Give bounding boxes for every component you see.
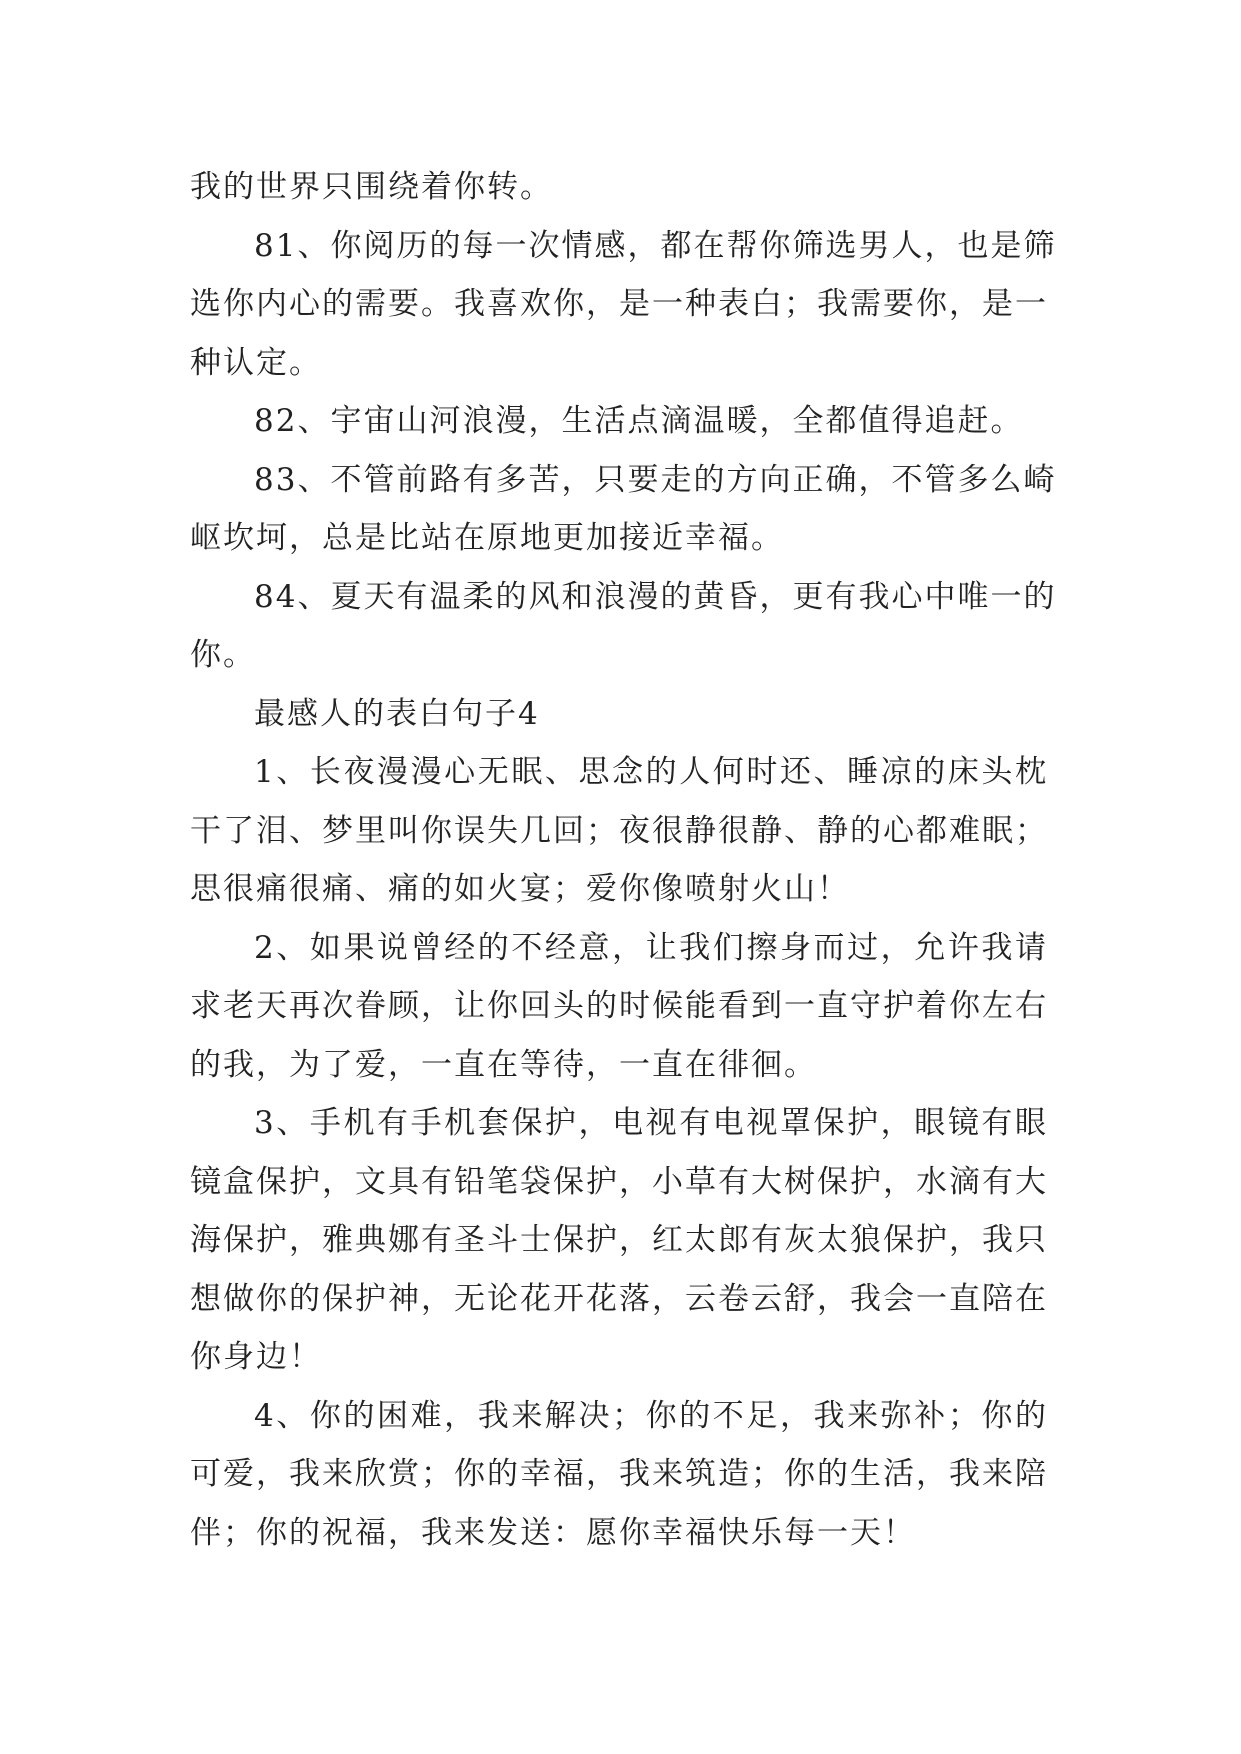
text-line: 你身边！ xyxy=(190,1339,322,1375)
text-line: 思很痛很痛、痛的如火宴；爱你像喷射火山！ xyxy=(190,871,850,907)
text-line: 我的世界只围绕着你转。 xyxy=(190,169,553,205)
text-line: 求老天再次眷顾，让你回头的时候能看到一直守护着你左右 xyxy=(190,988,1048,1024)
section-heading: 最感人的表白句子4 xyxy=(254,695,540,732)
text-line: 的我，为了爱，一直在等待，一直在徘徊。 xyxy=(190,1046,817,1083)
text-line: 伴；你的祝福，我来发送：愿你幸福快乐每一天！ xyxy=(190,1514,916,1551)
text-line: 你。 xyxy=(190,637,256,673)
text-line: 种认定。 xyxy=(190,344,322,381)
text-line: 4、你的困难，我来解决；你的不足，我来弥补；你的 xyxy=(254,1397,1048,1434)
text-line: 84、夏天有温柔的风和浪漫的黄昏，更有我心中唯一的 xyxy=(254,578,1057,615)
text-line: 83、不管前路有多苦，只要走的方向正确，不管多么崎 xyxy=(254,461,1057,498)
text-line: 可爱，我来欣赏；你的幸福，我来筑造；你的生活，我来陪 xyxy=(190,1456,1048,1492)
text-line: 1、长夜漫漫心无眠、思念的人何时还、睡凉的床头枕 xyxy=(254,754,1048,790)
text-line: 海保护，雅典娜有圣斗士保护，红太郎有灰太狼保护，我只 xyxy=(190,1222,1048,1258)
text-line: 镜盒保护，文具有铅笔袋保护，小草有大树保护，水滴有大 xyxy=(190,1163,1048,1200)
text-line: 干了泪、梦里叫你误失几回；夜很静很静、静的心都难眠； xyxy=(190,812,1048,849)
document-body xyxy=(190,158,1057,1562)
text-line: 选你内心的需要。我喜欢你，是一种表白；我需要你，是一 xyxy=(190,286,1048,322)
text-line: 2、如果说曾经的不经意，让我们擦身而过，允许我请 xyxy=(254,929,1048,966)
text-line: 82、宇宙山河浪漫，生活点滴温暖，全都值得追赶。 xyxy=(254,403,1024,439)
text-line: 3、手机有手机套保护，电视有电视罩保护，眼镜有眼 xyxy=(254,1105,1048,1141)
text-line: 81、你阅历的每一次情感，都在帮你筛选男人，也是筛 xyxy=(254,227,1057,264)
text-line: 岖坎坷，总是比站在原地更加接近幸福。 xyxy=(190,520,784,556)
text-line: 想做你的保护神，无论花开花落，云卷云舒，我会一直陪在 xyxy=(190,1280,1048,1317)
